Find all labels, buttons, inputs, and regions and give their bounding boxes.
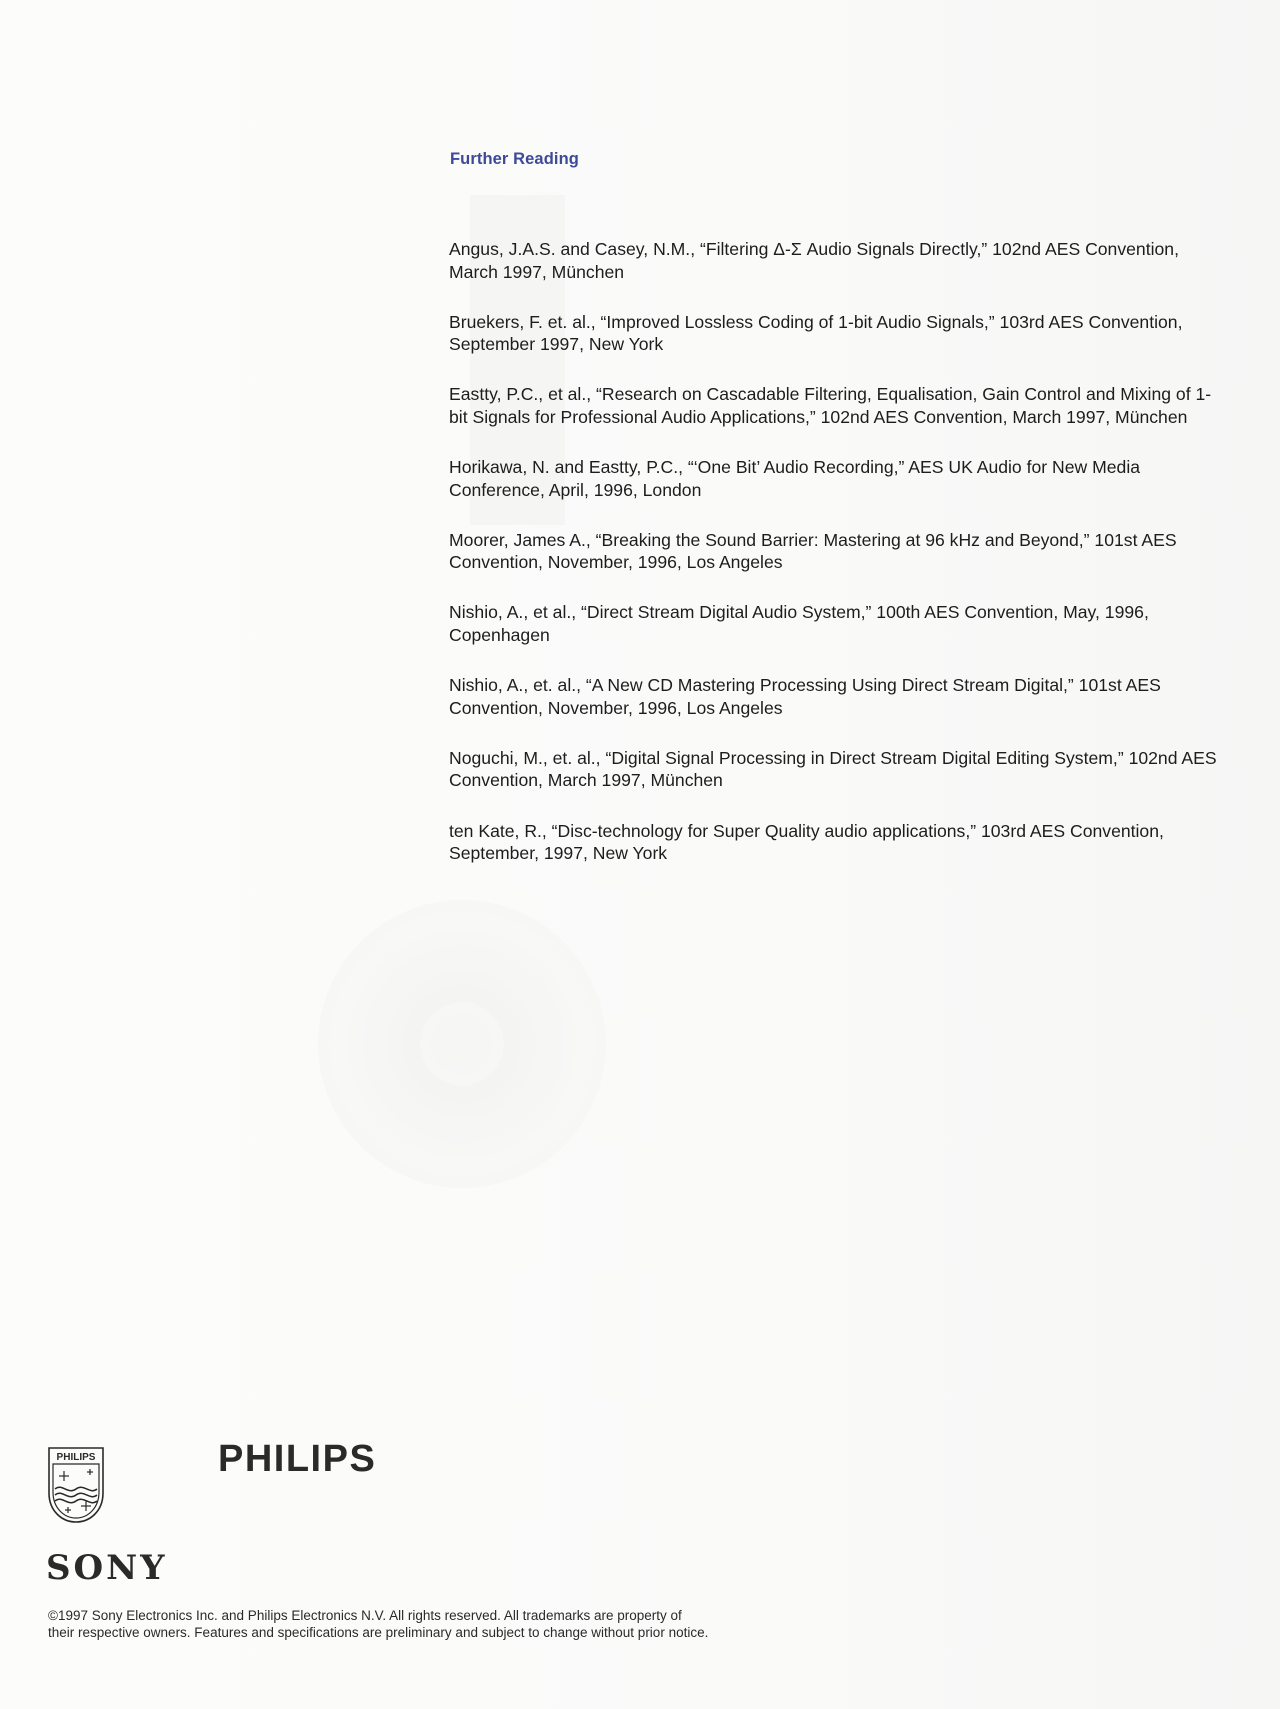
- show-through-disc: [318, 900, 606, 1188]
- reference-item: Nishio, A., et al., “Direct Stream Digital Audio System,” 100th AES Convention, May, 1996, Copenhagen: [449, 602, 1149, 646]
- reference-item: Nishio, A., et. al., “A New CD Mastering Processing Using Direct Stream Digital,” 101st AES Convention, November, 1996, Los Angeles: [449, 675, 1161, 718]
- philips-shield-text: PHILIPS: [56, 1452, 96, 1463]
- further-reading-heading: Further Reading: [450, 150, 579, 168]
- copyright-line: their respective owners. Features and specifications are preliminary and subject to change without prior notice.: [48, 1625, 709, 1640]
- philips-wordmark: PHILIPS: [218, 1438, 377, 1480]
- philips-shield-logo: [46, 1445, 106, 1525]
- reference-item: ten Kate, R., “Disc-technology for Super Quality audio applications,” 103rd AES Convention, September, 1997, New York: [449, 820, 1164, 864]
- reference-item: Horikawa, N. and Eastty, P.C., “‘One Bit’ Audio Recording,” AES UK Audio for New Media Conference, April, 1996, London: [449, 457, 1141, 500]
- reference-item: Moorer, James A., “Breaking the Sound Barrier: Mastering at 96 kHz and Beyond,” 101st AES Convention, November, 1996, Los Angeles: [449, 529, 1177, 573]
- reference-item: Eastty, P.C., et al., “Research on Cascadable Filtering, Equalisation, Gain Control and Mixing of 1-bit Signals for Professional Audio Applications,” 102nd AES Convention, March 1997, München: [449, 384, 1212, 427]
- copyright-notice: [48, 1607, 808, 1641]
- reference-list: [449, 238, 1224, 892]
- sony-wordmark: SONY: [46, 1548, 168, 1588]
- reference-item: Noguchi, M., et. al., “Digital Signal Processing in Direct Stream Digital Editing System,” 102nd AES Convention, March 1997, München: [449, 747, 1217, 791]
- reference-item: Angus, J.A.S. and Casey, N.M., “Filtering Δ-Σ Audio Signals Directly,” 102nd AES Convention, March 1997, München: [449, 239, 1179, 282]
- copyright-line: ©1997 Sony Electronics Inc. and Philips Electronics N.V. All rights reserved. All trademarks are property of: [48, 1608, 682, 1623]
- reference-item: Bruekers, F. et. al., “Improved Lossless Coding of 1-bit Audio Signals,” 103rd AES Convention, September 1997, New York: [449, 311, 1183, 355]
